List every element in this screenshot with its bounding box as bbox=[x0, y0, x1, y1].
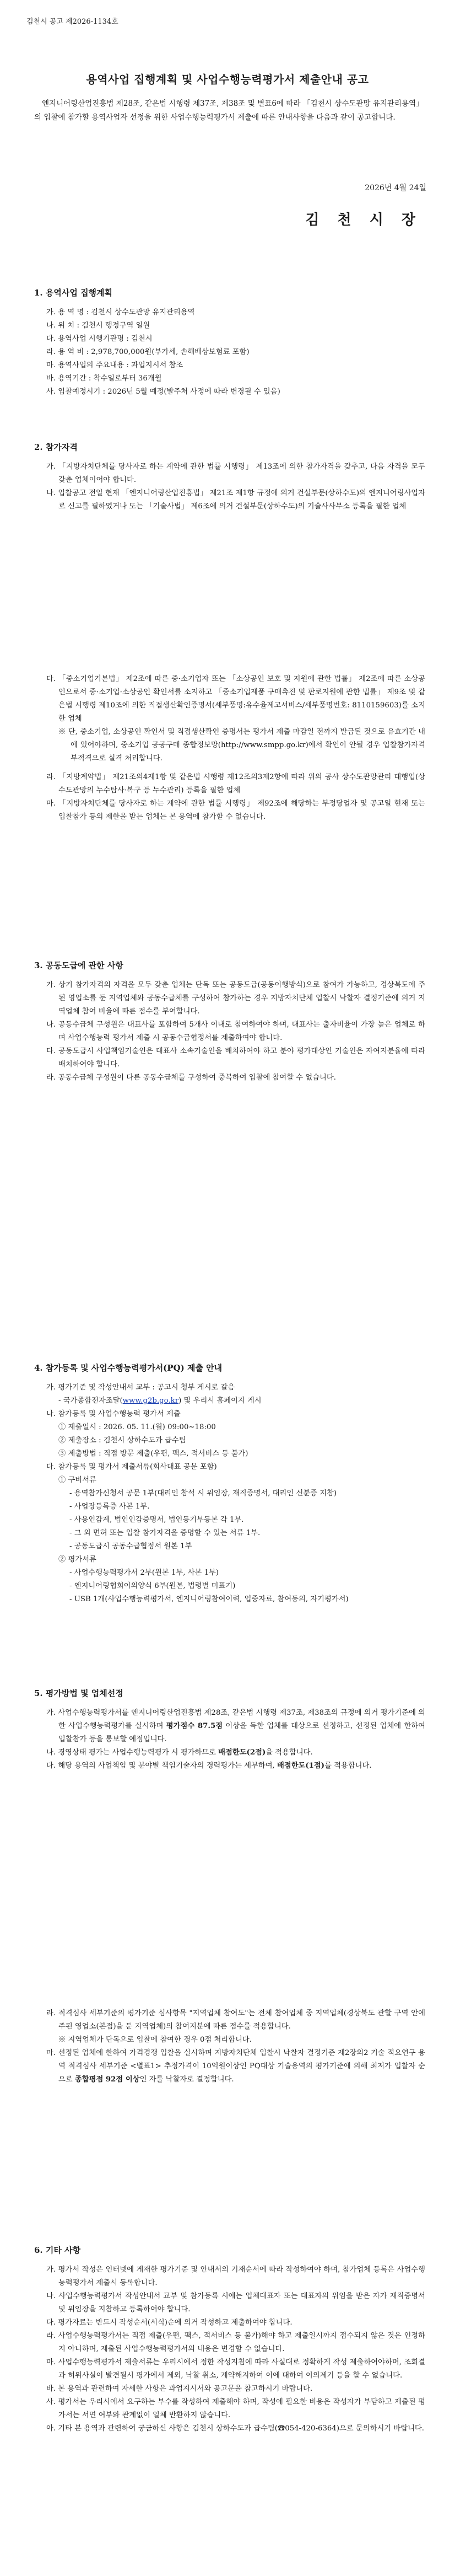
list-item: 나. 공동수급체 구성원은 대표사를 포함하여 5개사 이내로 참여하여야 하며, 대표사는 출자비율이 가장 높은 업체로 하며 사업수행능력 평가서 제출 시 공동수급협정서를 제출하여야 합니다. bbox=[46, 1021, 425, 1042]
list-item: 바. 본 용역과 관련하여 자세한 사항은 과업지시서와 공고문을 참고하시기 바랍니다. bbox=[46, 2385, 313, 2393]
sub-item: ② 제출장소 : 김천시 상하수도과 급수팀 bbox=[58, 1436, 186, 1445]
list-item: 다. 평가자료는 반드시 작성순서(서식)순에 의거 작성하고 제출하여야 합니다. bbox=[46, 2319, 292, 2327]
list-item: 가. 평가기준 및 작성안내서 교부 : 공고시 청부 게시로 갈음 bbox=[46, 1383, 235, 1392]
sub-item: - 용역참가신청서 공문 1부(대리인 참석 시 위임장, 재직증명서, 대리인 신분증 지참) bbox=[69, 1489, 337, 1498]
section-registration bbox=[34, 1362, 425, 1606]
issuer-name: 김 천 시 장 bbox=[305, 212, 422, 228]
list-item: 마. 용역사업의 주요내용 : 과업지시서 참조 bbox=[46, 361, 183, 369]
sub-item: - 사업수행능력평가서 2부(원본 1부, 사본 1부) bbox=[69, 1569, 219, 1577]
list-item: 다. 용역사업 시행기관명 : 김천시 bbox=[46, 335, 153, 343]
list-item: 가. 용 역 명 : 김천시 상수도관망 유지관리용역 bbox=[46, 308, 195, 316]
list-item: 라. 적격심사 세부기준의 평가기준 심사항목 "지역업체 참여도"는 전체 참여업체 중 지역업체(경상북도 관할 구역 안에 주된 영업소(본점)을 둔 지역업체)의 참여지분에 따른 점수를 적용합니다. bbox=[46, 2009, 425, 2031]
section-title: 5. 평가방법 및 업체선정 bbox=[34, 1688, 123, 1698]
section-other bbox=[34, 2244, 425, 2435]
note-item: ※ 단, 중소기업, 소상공인 확인서 및 직접생산확인 증명서는 평가서 제출 마감일 전까지 발급된 것으로 유효기간 내에 있어야하며, 중소기업 공공구매 종합정보망(http://www.smpp.go.kr)에서 확인이 안될 경우 입찰참가자격 부적격으로 실격 처리합니다. bbox=[58, 728, 425, 763]
sub-item: ① 구비서류 bbox=[58, 1476, 96, 1484]
section-evaluation-continued bbox=[34, 2007, 425, 2086]
g2b-link[interactable]: www.g2b.go.kr bbox=[122, 1397, 179, 1405]
section-title: 6. 기타 사항 bbox=[34, 2245, 81, 2255]
note-item: ※ 지역업체가 단독으로 입찰에 참여한 경우 0점 처리합니다. bbox=[58, 2036, 252, 2044]
list-item: 가. 상기 참가자격의 자격을 모두 갖춘 업체는 단독 또는 공동도급(공동이행방식)으로 참여가 가능하고, 경상북도에 주된 영업소를 둔 지역업체와 공동수급체를 구성하여 참가하는 경우 지방자치단체 입찰시 낙찰자 결정기준에 의거 지역업체 참여 비율에 따른 점수를 부여합니다. bbox=[46, 981, 425, 1016]
list-item: 가. 「지방자치단체를 당사자로 하는 계약에 관한 법률 시행령」 제13조에 의한 참가자격을 갖추고, 다음 자격을 모두 갖춘 업체이어야 합니다. bbox=[46, 463, 425, 484]
list-item: 다. 「중소기업기본법」 제2조에 따른 중·소기업자 또는 「소상공인 보호 및 지원에 관한 법률」 제2조에 따른 소상공인으로서 중·소기업·소상공인 확인서를 소지하고 「중소기업제품 구매촉진 및 판로지원에 관한 법률」 제9조 및 같은법 시행령 제10조에 의한 직접생산확인증명서(세부품명:유수율제고서비스/세부품명번호: 8110159603)를 소지한 업체 bbox=[46, 675, 425, 723]
notice-date: 2026년 4월 24일 bbox=[365, 184, 426, 192]
list-item: 라. 용 역 비 : 2,978,700,000원(부가세, 손해배상보험료 포함) bbox=[46, 348, 250, 356]
sub-item: ② 평가서류 bbox=[58, 1555, 96, 1564]
intro-paragraph: 엔지니어링산업진흥법 제28조, 같은법 시행령 제37조, 제38조 및 별표6에 따라 「김천시 상수도관망 유지관리용역」의 입찰에 참가할 용역사업자 선정을 위한 사업수행능력평가서 제출에 따른 안내사항을 다음과 같이 공고합니다. bbox=[34, 99, 420, 122]
sub-item: - 사업장등록증 사본 1부. bbox=[69, 1502, 150, 1511]
list-item: 라. 「지방계약법」 제21조의4제1항 및 같은법 시행령 제12조의3제2항에 따라 위의 공사 상수도관망관리 대행업(상수도관망의 누수탐사·복구 등 누수관리) 등록을 필한 업체 bbox=[46, 773, 425, 795]
document-number: 김천시 공고 제2026-1134호 bbox=[26, 18, 118, 26]
section-execution-plan bbox=[34, 287, 425, 399]
sub-item: - 사용인감계, 법인인감증명서, 법인등기부등본 각 1부. bbox=[69, 1516, 244, 1524]
document-title: 용역사업 집행계획 및 사업수행능력평가서 제출안내 공고 bbox=[86, 73, 369, 86]
sub-item: - USB 1개(사업수행능력평가서, 엔지니어링참여이력, 입증자료, 참여동의, 자기평가서) bbox=[69, 1595, 349, 1603]
list-item: 바. 용역기간 : 착수일로부터 36개월 bbox=[46, 374, 162, 383]
section-title: 1. 용역사업 집행계획 bbox=[34, 288, 113, 298]
note-item: - 국가종합전자조달(www.g2b.go.kr) 및 우리시 홈페이지 게시 bbox=[58, 1397, 262, 1405]
list-item: 라. 공동수급체 구성원이 다른 공동수급체를 구성하여 중복하여 입찰에 참여할 수 없습니다. bbox=[46, 1074, 336, 1082]
list-item: 나. 입찰공고 전일 현재 「엔지니어링산업진흥법」 제21조 제1항 규정에 의거 건설부문(상하수도)의 엔지니어링사업자로 신고를 필하였거나 또는 「기술사법」 제6조에 의거 건설부문(상하수도)의 기술사사무소 등록을 필한 업체 bbox=[46, 489, 425, 511]
section-evaluation bbox=[34, 1687, 425, 1773]
sub-item: - 그 외 면허 또는 입찰 참가자격을 증명할 수 있는 서류 1부. bbox=[69, 1529, 261, 1537]
sub-item: ① 제출일시 : 2026. 05. 11.(월) 09:00~18:00 bbox=[58, 1423, 216, 1431]
list-item: 마. 「지방자치단체를 당사자로 하는 계약에 관한 법률 시행령」 제92조에 해당하는 부정당업자 및 공고일 현재 또는 입찰참가 등의 제한을 받는 업체는 본 용역에 참가할 수 없습니다. bbox=[46, 799, 425, 821]
section-joint-contract bbox=[34, 959, 425, 1085]
section-title: 3. 공동도급에 관한 사항 bbox=[34, 960, 123, 970]
sub-item: ③ 제출방법 : 직접 방문 제출(우편, 팩스, 적서비스 등 불가) bbox=[58, 1450, 248, 1458]
sub-item: - 엔지니어링협회이의양식 6부(원본, 법령별 미표기) bbox=[69, 1582, 236, 1590]
sub-item: - 공동도급시 공동수급협정서 원본 1부 bbox=[69, 1542, 192, 1550]
section-title: 2. 참가자격 bbox=[34, 442, 78, 452]
section-title: 4. 참가등록 및 사업수행능력평가서(PQ) 제출 안내 bbox=[34, 1363, 223, 1373]
list-item: 다. 공동도급시 사업책임기술인은 대표사 소속기술인을 배치하여야 하고 분야 평가대상인 기술인은 자여지분율에 따라 배치하여야 합니다. bbox=[46, 1047, 425, 1069]
list-item: 나. 경영상태 평가는 사업수행능력평가 시 평가하므로 배점한도(2점)을 적용합니다. bbox=[46, 1748, 313, 1757]
list-item: 나. 사업수행능력평가서 작성안내서 교부 및 참가등록 시에는 업체대표자 또는 대표자의 위임을 받은 자가 재직증명서 및 위임장을 지참하고 등록하여야 합니다. bbox=[46, 2292, 425, 2314]
list-item: 마. 사업수행능력평가서 제출서류는 우리시에서 정한 작성지침에 따라 사실대로 정확하게 작성 제출하여야하며, 조회결과 허위사실이 발견될시 평가에서 제외, 낙찰 취소, 계약해지하여 이에 대하여 이의제기 등을 할 수 없습니다. bbox=[46, 2358, 425, 2380]
list-item: 다. 해당 용역의 사업책임 및 분야별 책임기술자의 경력평가는 세부하여, 배점한도(1점)를 적용합니다. bbox=[46, 1762, 372, 1770]
list-item: 라. 사업수행능력평가서는 직접 제출(우편, 팩스, 적서비스 등 불가)해야 하고 제출일시까지 접수되지 않은 것은 인정하지 아니하며, 제출된 사업수행능력평가서의 내용은 변경할 수 없습니다. bbox=[46, 2332, 425, 2353]
list-item: 나. 참가등록 및 사업수행능력 평가서 제출 bbox=[46, 1410, 181, 1418]
list-item: 다. 참가등록 및 평가서 제출서류(회사대표 공문 포함) bbox=[46, 1463, 217, 1471]
list-item: 사. 평가서는 우리시에서 요구하는 부수를 작성하여 제출해야 하며, 작성에 필요한 비용은 작성자가 부담하고 제출된 평가서는 서면 여부와 관계없이 일체 반환하지 않습니다. bbox=[46, 2398, 425, 2419]
list-item: 나. 위 치 : 김천시 행정구역 일원 bbox=[46, 321, 150, 330]
list-item: 아. 기타 본 용역과 관련하여 궁금하신 사항은 김천시 상하수도과 급수팀(☎054-420-6364)으로 문의하시기 바랍니다. bbox=[46, 2424, 424, 2433]
list-item: 마. 선정된 업체에 한하여 가격경쟁 입찰을 실시하며 지방자치단체 입찰시 낙찰자 결정기준 제2장의2 기술 적요연구 용역 적격심사 세부기준 <별표1> 추정가격이 10억원이상인 PQ대상 기술용역의 평가기준에 의해 최저가 입찰자 순으로 종합평점 92점 이상인 자를 낙찰자로 결정합니다. bbox=[46, 2049, 425, 2084]
section-eligibility bbox=[34, 441, 425, 513]
list-item: 가. 사업수행능력평가서를 엔지니어링산업진흥법 제28조, 같은법 시행령 제37조, 제38조의 규정에 의거 평가기준에 의한 사업수행능력평가를 실시하며 평가점수 87.5점 이상을 득한 업체를 대상으로 선정하고, 선정된 업체에 한하여 입찰참가 등을 통보할 예정입니다. bbox=[46, 1709, 425, 1743]
list-item: 가. 평가서 작성은 인터넷에 게재한 평가기준 및 안내서의 기재순서에 따라 작성하여야 하며, 참가업체 등록은 사업수행능력평가서 제출시 등록합니다. bbox=[46, 2266, 425, 2287]
section-eligibility-continued bbox=[34, 673, 425, 824]
list-item: 사. 입찰예정시기 : 2026년 5월 예정(발주처 사정에 따라 변경될 수 있음) bbox=[46, 388, 280, 396]
